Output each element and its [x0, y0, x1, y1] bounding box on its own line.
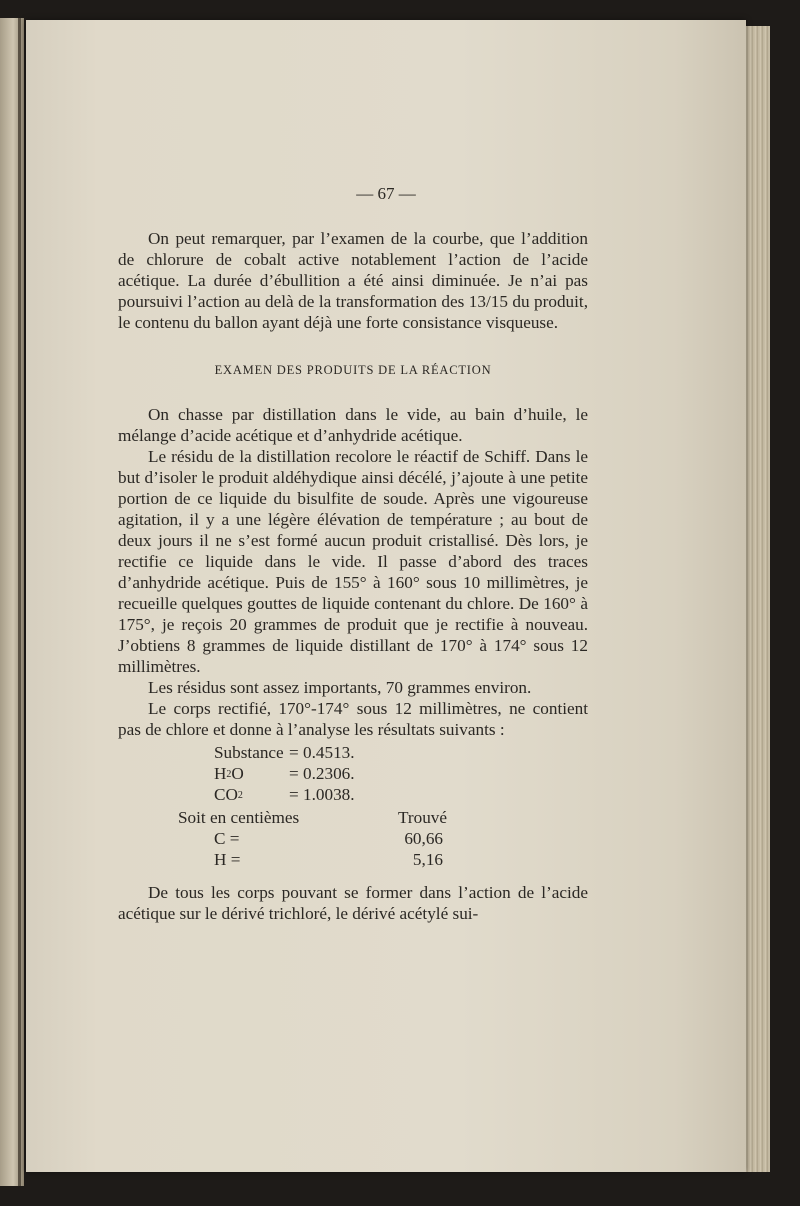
body-text	[118, 228, 588, 924]
percent-intro: Soit en centièmes	[178, 808, 300, 827]
paragraph-4: Les résidus sont assez importants, 70 grammes environ.	[148, 678, 532, 697]
analysis-row	[118, 784, 588, 805]
paragraph-6: De tous les corps pouvant se former dans l’action de l’acide acétique sur le dérivé trichloré, le dérivé acétylé sui-	[118, 883, 588, 923]
paragraph-3: Le résidu de la distillation recolore le réactif de Schiff. Dans le but d’isoler le produit aldéhydique ainsi décélé, j’ajoute à une petite portion de ce liquide du bisulfite de soude. Après une vigoureuse agitation, il y a une légère élévation de température ; au bout de deux jours il ne s’est formé aucun produit cristallisé. Dès lors, je rectifie ce liquide dans le vide. Il passe d’abord des traces d’anhydride acétique. Puis de 155° à 160° sous 10 millimètres, je recueille quelques gouttes de liquide contenant du chlore. De 160° à 175°, je reçois 20 grammes de produit que je rectifie à nouveau. J’obtiens 8 grammes de liquide distillant de 170° à 174° sous 12 millimètres.	[118, 447, 588, 676]
percent-element: C =	[214, 829, 240, 848]
analysis-row	[118, 742, 588, 763]
analysis-value: = 0.4513.	[289, 743, 355, 762]
percent-header-row	[118, 807, 588, 828]
page-number: — 67 —	[356, 184, 416, 203]
paragraph-1: On peut remarquer, par l’examen de la courbe, que l’addition de chlorure de cobalt active notablement l’action de l’acide acétique. La durée d’ébullition a été ainsi diminuée. Je n’ai pas poursuivi l’action au delà de la transformation des 13/15 du produit, le contenu du ballon ayant déjà une forte consistance visqueuse.	[118, 229, 588, 332]
section-heading: EXAMEN DES PRODUITS DE LA RÉACTION	[214, 363, 492, 377]
analysis-block	[118, 742, 588, 805]
percent-row	[118, 828, 588, 849]
percent-block	[118, 807, 588, 870]
analysis-value: = 0.2306.	[289, 764, 355, 783]
percent-element: H =	[214, 850, 241, 869]
analysis-label: $H^2O$	[214, 764, 244, 783]
percent-row	[118, 849, 588, 870]
paragraph-2: On chasse par distillation dans le vide, au bain d’huile, le mélange d’acide acétique et d’anhydride acétique.	[118, 405, 588, 445]
percent-value: 5,16	[412, 850, 443, 869]
right-page-edges	[744, 26, 770, 1172]
percent-column-header: Trouvé	[398, 808, 448, 827]
left-page-edge	[0, 18, 24, 1186]
analysis-value: = 1.0038.	[289, 785, 355, 804]
analysis-row	[118, 763, 588, 784]
analysis-label: $CO^2$	[214, 785, 243, 804]
percent-value: 60,66	[404, 829, 443, 848]
paragraph-5: Le corps rectifié, 170°-174° sous 12 millimètres, ne contient pas de chlore et donne à l’analyse les résultats suivants :	[118, 699, 588, 739]
analysis-label: Substance	[214, 743, 284, 762]
